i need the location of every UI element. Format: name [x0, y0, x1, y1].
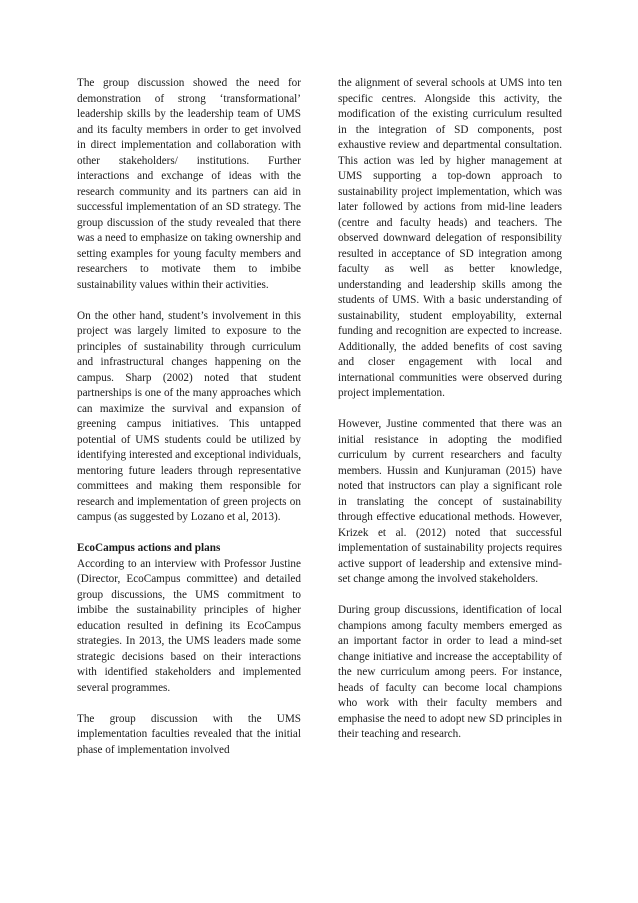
- paragraph-initial-resistance: However, Justine commented that there was an initial resistance in adopting the modified curriculum by current researchers and faculty members. Hussin and Kunjuraman (2015) have noted that instructors can play a significant role in translating the concept of sustainability through effective educational methods. However, Krizek et al. (2012) noted that successful implementation of sustainability projects requires active support of leadership and extensive mind-set change among the involved stakeholders.: [338, 418, 562, 585]
- paragraph-implementation-faculties: The group discussion with the UMS implementation faculties revealed that the initial phase of implementation involved: [77, 712, 301, 756]
- section-heading-ecocampus: EcoCampus actions and plans: [77, 542, 221, 554]
- paragraph-student-involvement: On the other hand, student’s involvement in this project was largely limited to exposure to the principles of sustainability through curriculum and infrastructural changes happening on the campus. Sharp (2002) noted that student partnerships is one of the many approaches which can maximize the survival and expansion of greening campus initiatives. This untapped potential of UMS students could be utilized by identifying interested and exceptional individuals, mentoring future leaders through representative committees and making them responsible for research and implementation of green projects on campus (as suggested by Lozano et al, 2013).: [77, 309, 302, 523]
- paragraph-local-champions: During group discussions, identification of local champions among faculty members emerged as an important factor in order to lead a mind-set change initiative and increase the acceptability of the new curriculum among peers. For instance, heads of faculty can become local champions who work with their faculty members and emphasise the need to adopt new SD principles in their teaching and research.: [338, 604, 562, 740]
- right-column: [338, 76, 562, 758]
- paragraph-ecocampus-strategies: According to an interview with Professor Justine (Director, EcoCampus committee) and detailed group discussions, the UMS commitment to imbibe the sustainability principles of higher education resulted in defining its EcoCampus strategies. In 2013, the UMS leaders made some strategic decisions based on their interactions with identified stakeholders and implemented several programmes.: [77, 557, 301, 694]
- left-column: [77, 76, 301, 774]
- paragraph-transformational-leadership: The group discussion showed the need for demonstration of strong ‘transformational’ leadership skills by the leadership team of UMS and its faculty members in order to get involved in direct implementation and collaboration with other stakeholders/ institutions. Further interactions and exchange of ideas with the research community and its partners can aid in successful implementation of an SD strategy. The group discussion of the study revealed that there was a need to emphasize on taking ownership and setting examples for young faculty members and researchers to motivate them to imbibe sustainability values within their activities.: [77, 77, 301, 291]
- paragraph-alignment-of-schools: the alignment of several schools at UMS into ten specific centres. Alongside this activity, the modification of the existing curriculum resulted in the integration of SD components, post exhaustive review and departmental consultation. This action was led by higher management at UMS supporting a top-down approach to sustainability project implementation, which was later followed by actions from mid-line leaders (centre and faculty heads) and teachers. The observed downward delegation of responsibility resulted in acceptance of SD integration among faculty as well as better knowledge, understanding and leadership skills among the students of UMS. With a basic understanding of sustainability, student employability, external funding and recognition are expected to increase. Additionally, the added benefits of cost saving and closer engagement with local and international communities were observed during project implementation.: [338, 77, 562, 399]
